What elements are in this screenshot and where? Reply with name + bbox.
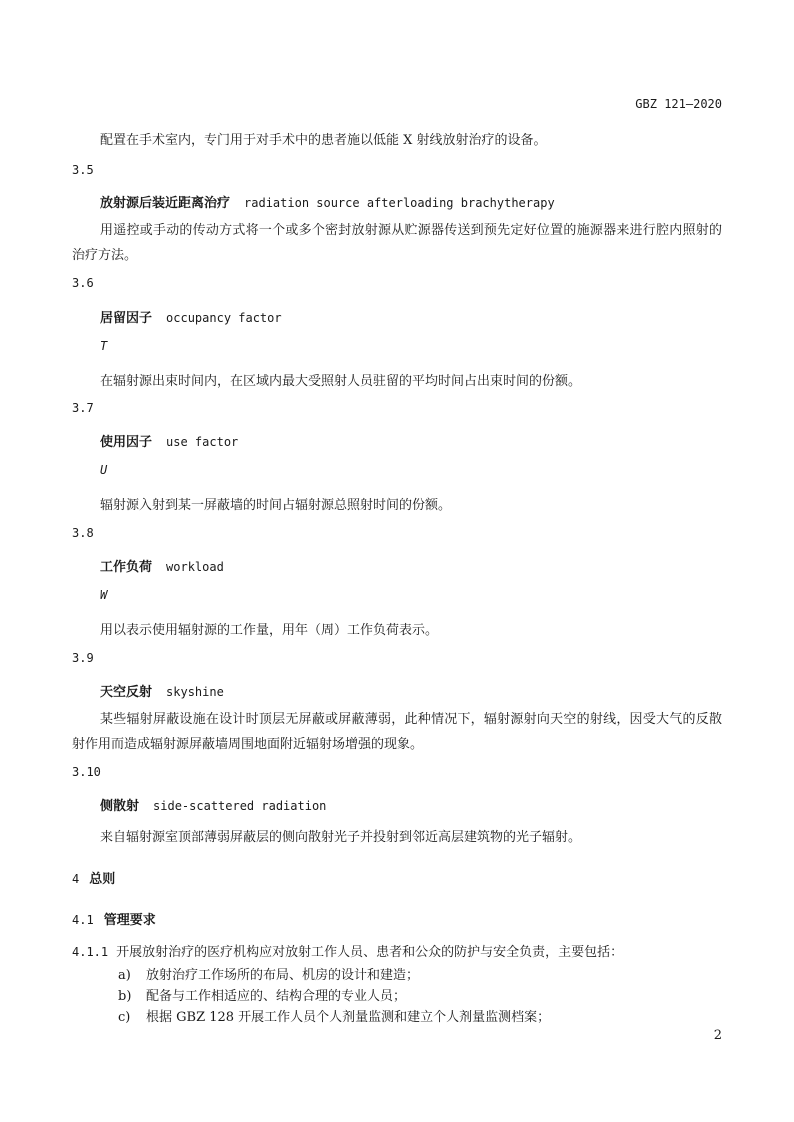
subsection-title: 管理要求 xyxy=(103,913,156,928)
subsection-heading xyxy=(72,909,156,928)
entry-term xyxy=(100,307,282,326)
entry-number: 3.7 xyxy=(72,401,94,415)
entry-definition: 用以表示使用辐射源的工作量，用年（周）工作负荷表示。 xyxy=(100,623,439,638)
clause-number: 4.1.1 xyxy=(72,945,109,959)
standard-code-header: GBZ 121—2020 xyxy=(635,97,722,111)
entry-definition: 某些辐射屏蔽设施在设计时顶层无屏蔽或屏蔽薄弱，此种情况下，辐射源射向天空的射线，因受大气的反散射作用而造成辐射源屏蔽墙周围地面附近辐射场增强的现象。 xyxy=(72,712,722,752)
section-number: 4 xyxy=(72,872,80,886)
term-en: side-scattered radiation xyxy=(153,799,327,813)
list-item xyxy=(118,1006,550,1025)
entry-term xyxy=(100,192,555,211)
entry-definition: 辐射源入射到某一屏蔽墙的时间占辐射源总照射时间的份额。 xyxy=(100,498,452,513)
term-cn: 工作负荷 xyxy=(100,560,153,575)
intro-line: 配置在手术室内，专门用于对手术中的患者施以低能 X 射线放射治疗的设备。 xyxy=(100,133,547,148)
term-cn: 天空反射 xyxy=(100,685,153,700)
term-cn: 居留因子 xyxy=(100,311,153,326)
subsection-number: 4.1 xyxy=(72,913,94,927)
entry-term xyxy=(100,431,238,450)
entry-definition: 用遥控或手动的传动方式将一个或多个密封放射源从贮源器传送到预先定好位置的施源器来进行腔内照射的治疗方法。 xyxy=(72,223,722,263)
list-label: a) xyxy=(118,968,131,983)
entry-definition: 来自辐射源室顶部薄弱屏蔽层的侧向散射光子并投射到邻近高层建筑物的光子辐射。 xyxy=(100,830,582,845)
term-en: use factor xyxy=(166,435,239,449)
entry-symbol: U xyxy=(100,463,108,477)
list-item xyxy=(118,985,406,1004)
entry-definition: 在辐射源出束时间内，在区域内最大受照射人员驻留的平均时间占出束时间的份额。 xyxy=(100,374,582,389)
term-en: workload xyxy=(166,560,224,574)
section-heading xyxy=(72,868,115,887)
list-label: b) xyxy=(118,989,132,1004)
entry-number: 3.9 xyxy=(72,651,94,665)
list-text: 放射治疗工作场所的布局、机房的设计和建造； xyxy=(146,968,420,983)
entry-term xyxy=(100,556,224,575)
entry-term xyxy=(100,681,224,700)
list-text: 配备与工作相适应的、结构合理的专业人员； xyxy=(146,989,407,1004)
term-en: occupancy factor xyxy=(166,311,282,325)
clause-text xyxy=(72,941,623,960)
entry-number: 3.8 xyxy=(72,526,94,540)
list-label: c) xyxy=(118,1010,131,1025)
term-cn: 侧散射 xyxy=(100,799,140,814)
entry-number: 3.10 xyxy=(72,765,101,779)
entry-symbol: T xyxy=(100,339,108,353)
term-cn: 放射源后装近距离治疗 xyxy=(100,196,231,211)
term-en: skyshine xyxy=(166,685,224,699)
entry-number: 3.5 xyxy=(72,163,94,177)
entry-term xyxy=(100,795,326,814)
section-title: 总则 xyxy=(89,872,116,887)
entry-number: 3.6 xyxy=(72,276,94,290)
term-cn: 使用因子 xyxy=(100,435,153,450)
clause-body: 开展放射治疗的医疗机构应对放射工作人员、患者和公众的防护与安全负责，主要包括： xyxy=(116,945,624,960)
list-text: 根据 GBZ 128 开展工作人员个人剂量监测和建立个人剂量监测档案； xyxy=(146,1010,551,1025)
list-item xyxy=(118,964,419,983)
page-number: 2 xyxy=(713,1028,722,1043)
term-en: radiation source afterloading brachytherapy xyxy=(244,196,555,210)
entry-symbol: W xyxy=(100,588,108,602)
